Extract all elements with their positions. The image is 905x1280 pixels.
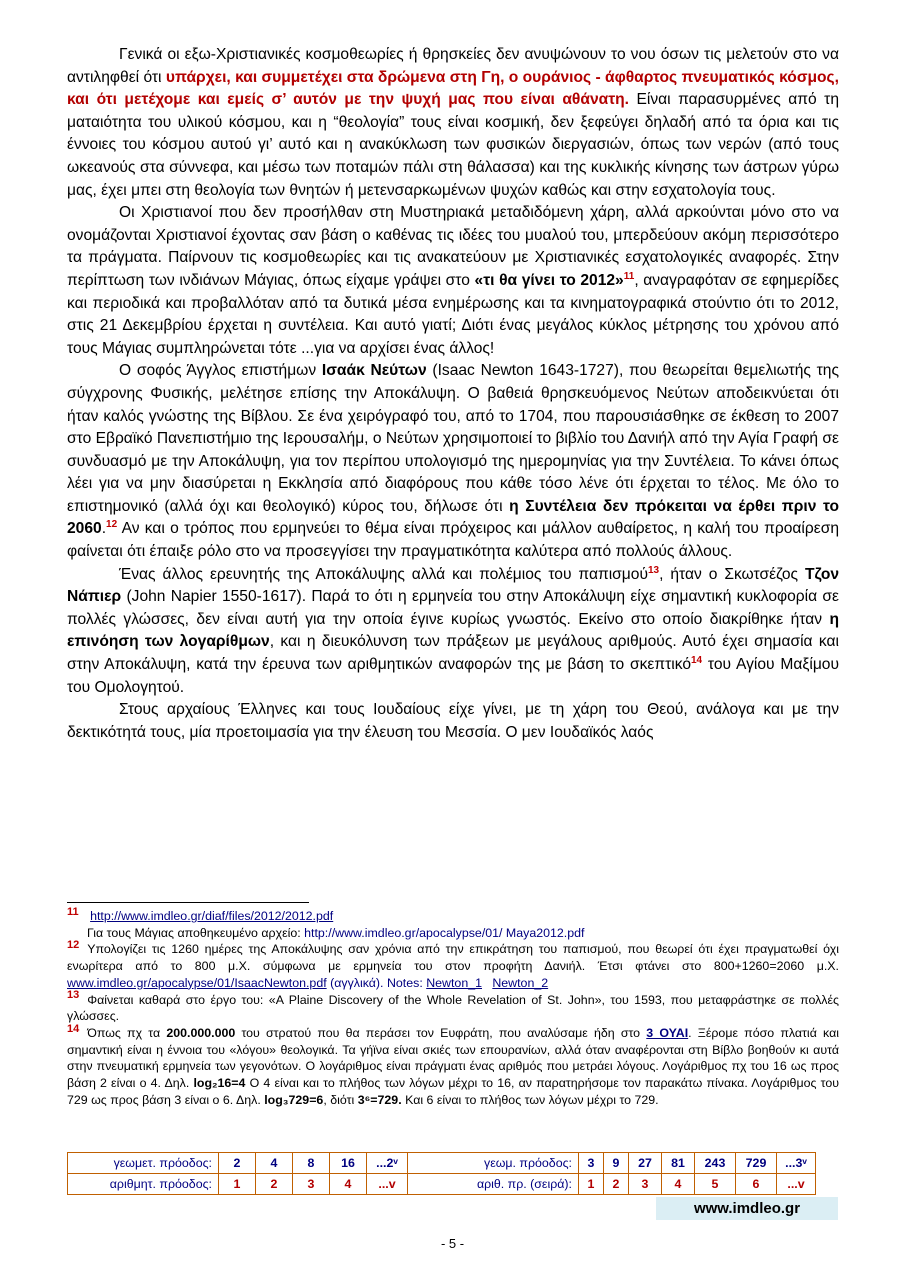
table-cell: 9 <box>604 1153 629 1174</box>
table-cell: 243 <box>695 1153 736 1174</box>
footnote-ref[interactable]: 14 <box>691 654 703 666</box>
table-cell: 6 <box>736 1174 777 1195</box>
table-cell: 2 <box>604 1174 629 1195</box>
footnote-13 <box>67 989 839 1025</box>
table-cell: 81 <box>662 1153 695 1174</box>
table-cell: 4 <box>662 1174 695 1195</box>
table-cell: ...3ᵛ <box>777 1153 816 1174</box>
footnote-text: . Ξέρομε πόσο πλατιά και σημαντική είναι η έννοια του «λόγου» θεολογικά. Τα γήϊνα είναι σκιές των επουρανίων, αλλά όταν αναφέρονται στη Βίβλο βοηθούν κι αυτά στην πνευματική ερμηνεία των γεγονότων. Ο λογάριθμος είναι πράγματι ένας αριθμός που μετράει λόγους. Λογάριθμος πχ του 16 ως προς βάση 2 είναι ο 4. Δηλ. <box>67 1025 839 1091</box>
table-cell: 3 <box>629 1174 662 1195</box>
footnote-number: 13 <box>67 989 80 1002</box>
paragraph-5: Στους αρχαίους Έλληνες και τους Ιουδαίους είχε γίνει, με τη χάρη του Θεού, ανάλογα και με την δεκτικότητά τους, μία προετοιμασία για την έλευση του Μεσσία. Ο μεν Ιουδαϊκός λαός <box>67 701 839 741</box>
table-cell: 16 <box>330 1153 367 1174</box>
footnote-number: 11 <box>67 905 79 918</box>
footnote-text: Όπως πχ τα <box>87 1025 167 1040</box>
page-number: - 5 - <box>440 1236 465 1251</box>
table-row <box>68 1174 816 1195</box>
text-run: του Αγίου Μαξίμου του Ομολογητού. <box>67 656 839 696</box>
footnote-11 <box>67 905 839 941</box>
table-cell: 1 <box>219 1174 256 1195</box>
table-cell: 1 <box>579 1174 604 1195</box>
footnotes <box>67 905 840 1108</box>
table-cell: 27 <box>629 1153 662 1174</box>
text-run: (Isaac Newton 1643-1727), που θεωρείται θεμελιωτής της σύγχρονης Φυσικής, μελέτησε επίσης την Αποκάλυψη. Ο βαθειά θρησκευόμενος Νεύτων αποδεικνύεται ότι ήταν καλός γνώστης της Βίβλου. Σε ένα χειρόγραφό του, από το 1704, που παρουσιάσθηκε σε έκθεση το 2007 στο Εβραϊκό Πανεπιστήμιο της Ιερουσαλήμ, ο Νεύτων χρησιμοποιεί το βιβλίο του Δανιήλ από την Αγία Γραφή σε συνδυασμό με την Αποκάλυψη, για τον περίπου υπολογισμό της ημερομηνίας για την Συντέλεια. Το κάνει όπως λέει για να μην διασύρεται η Εκκλησία από διαφόρους που κάθε τόσο λένε ότι έρχεται το τέλος. Με όλο το επιστημονικό (αλλά όχι και θεολογικό) κύρος του, δήλωσε ότι <box>67 362 840 515</box>
text-run: , αναγραφόταν σε εφημερίδες και περιοδικά και προβαλλόταν από τα δυτικά μέσα ενημέρωσης και τα κινηματογραφικά στούντιο ότι το 2012, στις 21 Δεκεμβρίου έρχεται η συντέλεια. Και αυτό γιατί; Διότι ένας μεγάλος κύκλος μέτρησης του χρόνου από τους Μάγιας συμπληρώνεται τότε ...για να αρχίσει ένας άλλος! <box>67 271 839 357</box>
table-cell: 3 <box>579 1153 604 1174</box>
footnote-link[interactable]: http://www.imdleo.gr/diaf/files/2012/2012.pdf <box>90 909 334 923</box>
text-run: Ο σοφός Άγγλος επιστήμων <box>119 362 322 380</box>
footnote-bold: 200.000.000 <box>166 1025 236 1040</box>
table-cell: αριθ. πρ. (σειρά): <box>408 1174 579 1195</box>
footnote-ref[interactable]: 13 <box>648 564 660 576</box>
progression-table <box>67 1152 816 1195</box>
footnote-separator <box>67 902 309 903</box>
table-cell: 4 <box>256 1153 293 1174</box>
text-run: Είναι παρασυρμένες από τη ματαιότητα του υλικού κόσμου, και η “θεολογία” τους είναι κοσμική, δεν ξεφεύγει δηλαδή από τα όρια και τις έννοιες του κόσμου αυτού γι’ αυτό και η ανακύκλωση των φυσικών διεργασιών, όπως των νερών (από τους ωκεανούς στα σύννεφα, και μέσω των ποταμών πάλι στη θάλασσα) και της κυκλικής κίνησης των άστρων γύρω μας, έχει μπει στη θεολογία των θνητών ή μετενσαρκωμένων ψυχών καθώς και στην εσχατολογία τους. <box>67 91 839 199</box>
footnote-bold: log₂16=4 <box>193 1076 246 1091</box>
emphasis-text: η Συντέλεια δεν πρόκειται να έρθει πριν το 2060 <box>67 497 839 538</box>
text-run: Οι Χριστιανοί που δεν προσήλθαν στη Μυστηριακά μεταδιδόμενη χάρη, αλλά αρκούνται μόνο στο να ονομάζονται Χριστιανοί έχοντας σαν βάση ο καθένας τις ιδέες του μυαλού του, μπερδεύουν ακόμη περισσότερο τα πράγματα. Παίρνουν τις κοσμοθεωρίες και τις ανακατεύουν με Χριστιανικές εσχατολογικές αναφορές. Στην περίπτωση των ινδιάνων Μάγιας, όπως είχαμε γράψει στο <box>67 204 839 289</box>
table-cell: ...2ᵛ <box>367 1153 408 1174</box>
footnote-link[interactable]: http://www.imdleo.gr/apocalypse/01/ Maya2012.pdf <box>304 925 585 940</box>
table-cell: αριθμητ. πρόοδος: <box>68 1174 219 1195</box>
text-run: Ένας άλλος ερευνητής της Αποκάλυψης αλλά και πολέμιος του παπισμού <box>119 565 648 583</box>
site-banner[interactable]: www.imdleo.gr <box>656 1197 838 1220</box>
emphasis-text: η επινόηση των λογαρίθμων <box>67 610 839 651</box>
footnote-number: 14 <box>67 1022 80 1035</box>
footnote-bold: 3⁶=729. <box>357 1092 402 1107</box>
text-run: Αν και ο τρόπος που ερμηνεύει το θέμα είναι πρόχειρος και μάλλον αυθαίρετος, η καλή του προαίρεση φαίνεται ότι έπαιξε ρόλο στο να προσεγγίσει την πραγματικότητα καλύτερα από πολλούς άλλους. <box>67 520 839 561</box>
text-run: . <box>101 520 107 538</box>
emphasis-text: «τι θα γίνει το 2012» <box>474 271 624 289</box>
footnote-text: Φαίνεται καθαρά στο έργο του: «A Plaine Discovery of the Whole Revelation of St. John», του 1593, που μεταφράστηκε σε πολλές γλώσσες. <box>67 992 839 1024</box>
footnote-text: Και 6 είναι το πλήθος των λόγων μέχρι το 729. <box>401 1092 659 1107</box>
footnote-text: (αγγλικά). Notes: <box>326 975 427 990</box>
text-run: , και η διευκόλυνση των πράξεων με μεγάλους αριθμούς. Αυτό έχει σημασία και στην Αποκάλυψη, κατά την έρευνα των αριθμητικών αναφορών της με βάση το σκεπτικό <box>67 633 840 674</box>
emphasis-text: Ισαάκ Νεύτων <box>321 362 427 380</box>
table-cell: 8 <box>293 1153 330 1174</box>
table-cell: 5 <box>695 1174 736 1195</box>
footnote-link[interactable]: Newton_1 <box>426 975 482 990</box>
footnote-text: Υπολογίζει τις 1260 ημέρες της Αποκάλυψης σαν χρόνια από την επικράτηση του παπισμού, που θεωρεί ότι έχει πραγματωθεί όχι ενωρίτερα από το 800 μ.Χ. σύμφωνα με ερμηνεία του στον προφήτη Δανιήλ. Έτσι φτάνει στο 800+1260=2060 μ.Χ. <box>67 942 839 974</box>
table-cell: 2 <box>256 1174 293 1195</box>
table-cell: γεωμ. πρόοδος: <box>408 1153 579 1174</box>
paragraph-2 <box>67 202 839 360</box>
text-run: (John Napier 1550-1617). Παρά το ότι η ερμηνεία του στην Αποκάλυψη είχε σημαντική κυκλοφορία σε πολλές γλώσσες, δεν είναι αυτή για την οποία έγινε κυρίως γνωστός. Εκείνο στο οποίο διακρίθηκε ήταν <box>67 588 839 628</box>
footnote-link[interactable]: Newton_2 <box>492 975 549 990</box>
table-cell: 3 <box>293 1174 330 1195</box>
table-cell: 2 <box>219 1153 256 1174</box>
footnote-ref[interactable]: 12 <box>106 519 118 531</box>
footnote-bold: log₃729=6 <box>264 1092 324 1107</box>
footnote-text: Ο 4 είναι και το πλήθος των λόγων μέχρι το 16, αν παρατηρήσομε τον παρακάτω πίνακα. Λογάριθμος του 729 ως προς βάση 3 είναι ο 6. Δηλ. <box>67 1076 840 1107</box>
table-cell: 4 <box>330 1174 367 1195</box>
footnote-link[interactable]: 3 ΟΥΑΙ <box>646 1025 689 1040</box>
table-cell: ...v <box>367 1174 408 1195</box>
paragraph-4 <box>67 564 839 700</box>
footnote-text: Για τους Μάγιας αποθηκευμένο αρχείο: <box>87 925 305 940</box>
main-text <box>67 44 839 744</box>
table-cell: ...v <box>777 1174 816 1195</box>
table-cell: γεωμετ. πρόοδος: <box>68 1153 219 1174</box>
text-run: Γενικά οι εξω-Χριστιανικές κοσμοθεωρίες ή θρησκείες δεν ανυψώνουν το νου όσων τις μελετούν στο να αντιληφθεί ότι <box>67 46 839 86</box>
footnote-14 <box>67 1022 840 1109</box>
table-row <box>68 1153 816 1174</box>
footnote-text: , διότι <box>323 1092 358 1107</box>
footnote-link[interactable]: www.imdleo.gr/apocalypse/01/IsaacNewton.pdf <box>67 975 327 990</box>
text-run: , ήταν ο Σκωτσέζος <box>659 565 805 583</box>
paragraph-3 <box>67 360 839 563</box>
footnote-ref[interactable]: 11 <box>623 270 635 282</box>
table-cell: 729 <box>736 1153 777 1174</box>
emphasis-text: Τζον Νάπιερ <box>67 565 840 606</box>
footnote-number: 12 <box>67 939 80 952</box>
emphasis-text: υπάρχει, και συμμετέχει στα δρώμενα στη Γη, ο ουράνιος - άφθαρτος πνευματικός κόσμος, και ότι μετέχομε και εμείς σ’ αυτόν με την ψυχή μας που είναι αθάνατη. <box>67 68 839 109</box>
footnote-text: του στρατού που θα περάσει τον Ευφράτη, που αναλύσαμε ήδη στο <box>235 1025 647 1040</box>
paragraph-1 <box>67 44 839 202</box>
footnote-12 <box>67 941 839 991</box>
